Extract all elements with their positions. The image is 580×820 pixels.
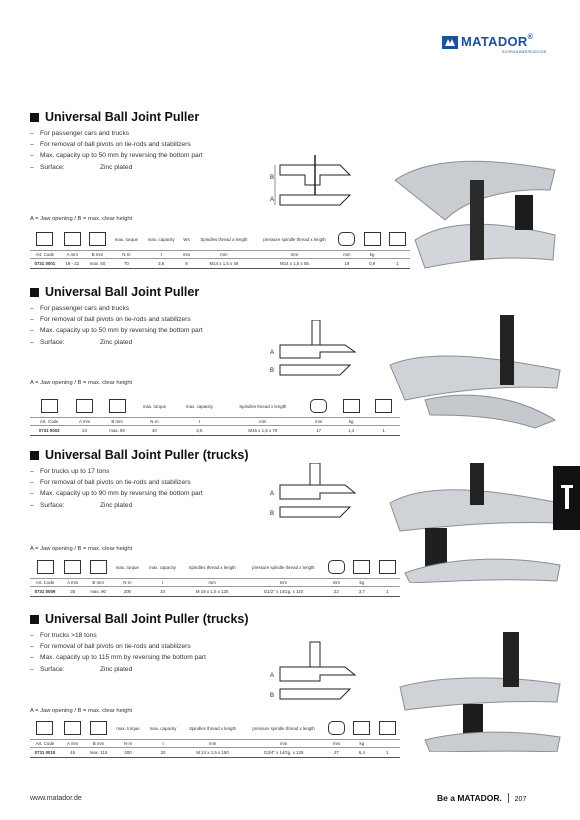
feature-item: – For removal of ball pivots on tie-rods and stabilizers <box>30 643 230 651</box>
feature-item: – For passenger cars and trucks <box>30 130 230 138</box>
square-bullet-icon <box>30 451 39 460</box>
matador-logo-icon <box>442 36 458 49</box>
feature-item: – For removal of ball pivots on tie-rods and stabilizers <box>30 141 230 149</box>
book-icon <box>36 721 53 735</box>
jaw-opening-icon <box>64 232 81 246</box>
product-section-2 <box>30 285 550 445</box>
ball-joint-puller-photo <box>385 150 565 270</box>
scale-icon <box>343 399 360 413</box>
ball-joint-puller-photo <box>385 463 565 583</box>
spec-table: max. torque max. capacity Ws Spindles thread x length pressure spindle thread x length Art. Code A mm B mm N·m t mm mm mm mm kg 0731 0001 19 - 22 max. 50 70 3,5 8 M14 x 1,5 x 48 M14 x 1,5 x 55 19 0,9 1 <box>30 228 410 269</box>
product-section-1 <box>30 110 550 280</box>
chapter-tab-t-icon <box>553 466 580 530</box>
puller-diagram-icon <box>270 637 360 707</box>
svg-text:A: A <box>270 491 275 497</box>
jaw-note: A = Jaw opening / B = max. clear height <box>30 708 133 714</box>
feature-list <box>30 468 230 513</box>
ball-joint-puller-photo <box>385 310 565 430</box>
feature-item: – For trucks up to 17 tons <box>30 468 230 476</box>
product-section-3 <box>30 448 550 608</box>
package-icon <box>379 560 396 574</box>
feature-item: – For trucks >18 tons <box>30 632 230 640</box>
svg-text:B: B <box>270 511 275 517</box>
table-row: 0731 0002 24 max. 50 40 3,5 M16 x 1,5 x 70 17 1,4 1 <box>30 426 400 436</box>
square-bullet-icon <box>30 615 39 624</box>
feature-item: – Max. capacity up to 115 mm by reversing the bottom part <box>30 654 230 662</box>
jaw-opening-icon <box>64 721 81 735</box>
feature-item: – For removal of ball pivots on tie-rods and stabilizers <box>30 479 230 487</box>
table-row: 0731 0009 35 max. 90 200 10 M 18 x 1,5 x 120 G1/2" x 14Gg. x 110 22 3,7 1 <box>30 587 400 597</box>
package-icon <box>379 721 396 735</box>
feature-list <box>30 305 230 350</box>
puller-diagram-icon <box>270 320 360 390</box>
footer-url: www.matador.de <box>30 795 82 802</box>
section-title: Universal Ball Joint Puller (trucks) <box>30 612 249 626</box>
svg-text:A: A <box>270 350 275 356</box>
square-bullet-icon <box>30 288 39 297</box>
puller-diagram-icon <box>270 155 360 225</box>
brand-tagline: SCHRAUBWERKZEUGE <box>502 50 547 54</box>
page-number: 207 <box>514 796 527 803</box>
feature-item: – Max. capacity up to 90 mm by reversing the bottom part <box>30 490 230 498</box>
book-icon <box>37 560 54 574</box>
feature-surface: – Surface: Zinc plated <box>30 164 230 172</box>
package-icon <box>389 232 406 246</box>
jaw-note: A = Jaw opening / B = max. clear height <box>30 380 133 386</box>
table-row: 0731 0010 45 max. 115 200 20 M 24 x 1,5 x 150 G3/4" x 14Gg. x 125 27 6,4 1 <box>30 748 400 758</box>
product-section-4 <box>30 612 550 772</box>
wrench-icon <box>310 399 327 413</box>
puller-diagram-icon <box>270 463 360 533</box>
feature-list <box>30 130 230 175</box>
clear-height-icon <box>89 232 106 246</box>
feature-item: – Max. capacity up to 50 mm by reversing the bottom part <box>30 152 230 160</box>
spec-table: max. torque max. capacity Spindles thread x length pressure spindle thread x length Art. Code A mm B mm N·m t mm mm mm kg 0731 0010 45 max. 115 200 20 M 24 x 1,5 x 150 G3/4" x 14Gg. x 125 27 6,4 1 <box>30 717 400 758</box>
book-icon <box>36 232 53 246</box>
feature-item: – For removal of ball pivots on tie-rods and stabilizers <box>30 316 230 324</box>
brand-reg: ® <box>527 34 534 41</box>
wrench-icon <box>328 560 345 574</box>
matador-logo <box>442 34 552 56</box>
section-title: Universal Ball Joint Puller (trucks) <box>30 448 249 462</box>
wrench-icon <box>338 232 355 246</box>
scale-icon <box>353 560 370 574</box>
jaw-opening-icon <box>76 399 93 413</box>
svg-text:B: B <box>270 175 275 181</box>
section-title: Universal Ball Joint Puller <box>30 110 199 124</box>
footer-slogan: Be a MATADOR. 207 <box>437 793 527 803</box>
feature-item: – Max. capacity up to 50 mm by reversing the bottom part <box>30 327 230 335</box>
brand-name: MATADOR <box>461 34 528 49</box>
package-icon <box>375 399 392 413</box>
table-row: 0731 0001 19 - 22 max. 50 70 3,5 8 M14 x 1,5 x 48 M14 x 1,5 x 55 19 0,9 1 <box>30 259 410 269</box>
section-title: Universal Ball Joint Puller <box>30 285 199 299</box>
spec-table: max. torque max. capacity Spindles thread x length Art. Code A mm B mm N·m t mm mm kg 0731 0002 24 max. 50 40 3,5 M16 x 1,5 x 70 17 1,4 1 <box>30 395 400 436</box>
feature-surface: – Surface: Zinc plated <box>30 339 230 347</box>
book-icon <box>41 399 58 413</box>
scale-icon <box>353 721 370 735</box>
feature-item: – For passenger cars and trucks <box>30 305 230 313</box>
svg-text:A: A <box>270 197 275 203</box>
jaw-note: A = Jaw opening / B = max. clear height <box>30 216 133 222</box>
svg-text:A: A <box>270 673 275 679</box>
feature-surface: – Surface: Zinc plated <box>30 502 230 510</box>
svg-text:B: B <box>270 368 275 374</box>
square-bullet-icon <box>30 113 39 122</box>
svg-text:B: B <box>270 693 275 699</box>
clear-height-icon <box>90 721 107 735</box>
spec-table: max. torque max. capacity Spindles thread x length pressure spindle thread x length Art. Code A mm B mm N·m t mm mm mm kg 0731 0009 35 max. 90 200 10 M 18 x 1,5 x 120 G1/2" x 14Gg. x 110 22 3,7 1 <box>30 556 400 597</box>
ball-joint-puller-photo <box>385 632 565 752</box>
scale-icon <box>364 232 381 246</box>
clear-height-icon <box>109 399 126 413</box>
clear-height-icon <box>90 560 107 574</box>
feature-surface: – Surface: Zinc plated <box>30 666 230 674</box>
wrench-icon <box>328 721 345 735</box>
feature-list <box>30 632 230 677</box>
jaw-opening-icon <box>64 560 81 574</box>
jaw-note: A = Jaw opening / B = max. clear height <box>30 546 133 552</box>
footer-divider <box>508 793 509 803</box>
